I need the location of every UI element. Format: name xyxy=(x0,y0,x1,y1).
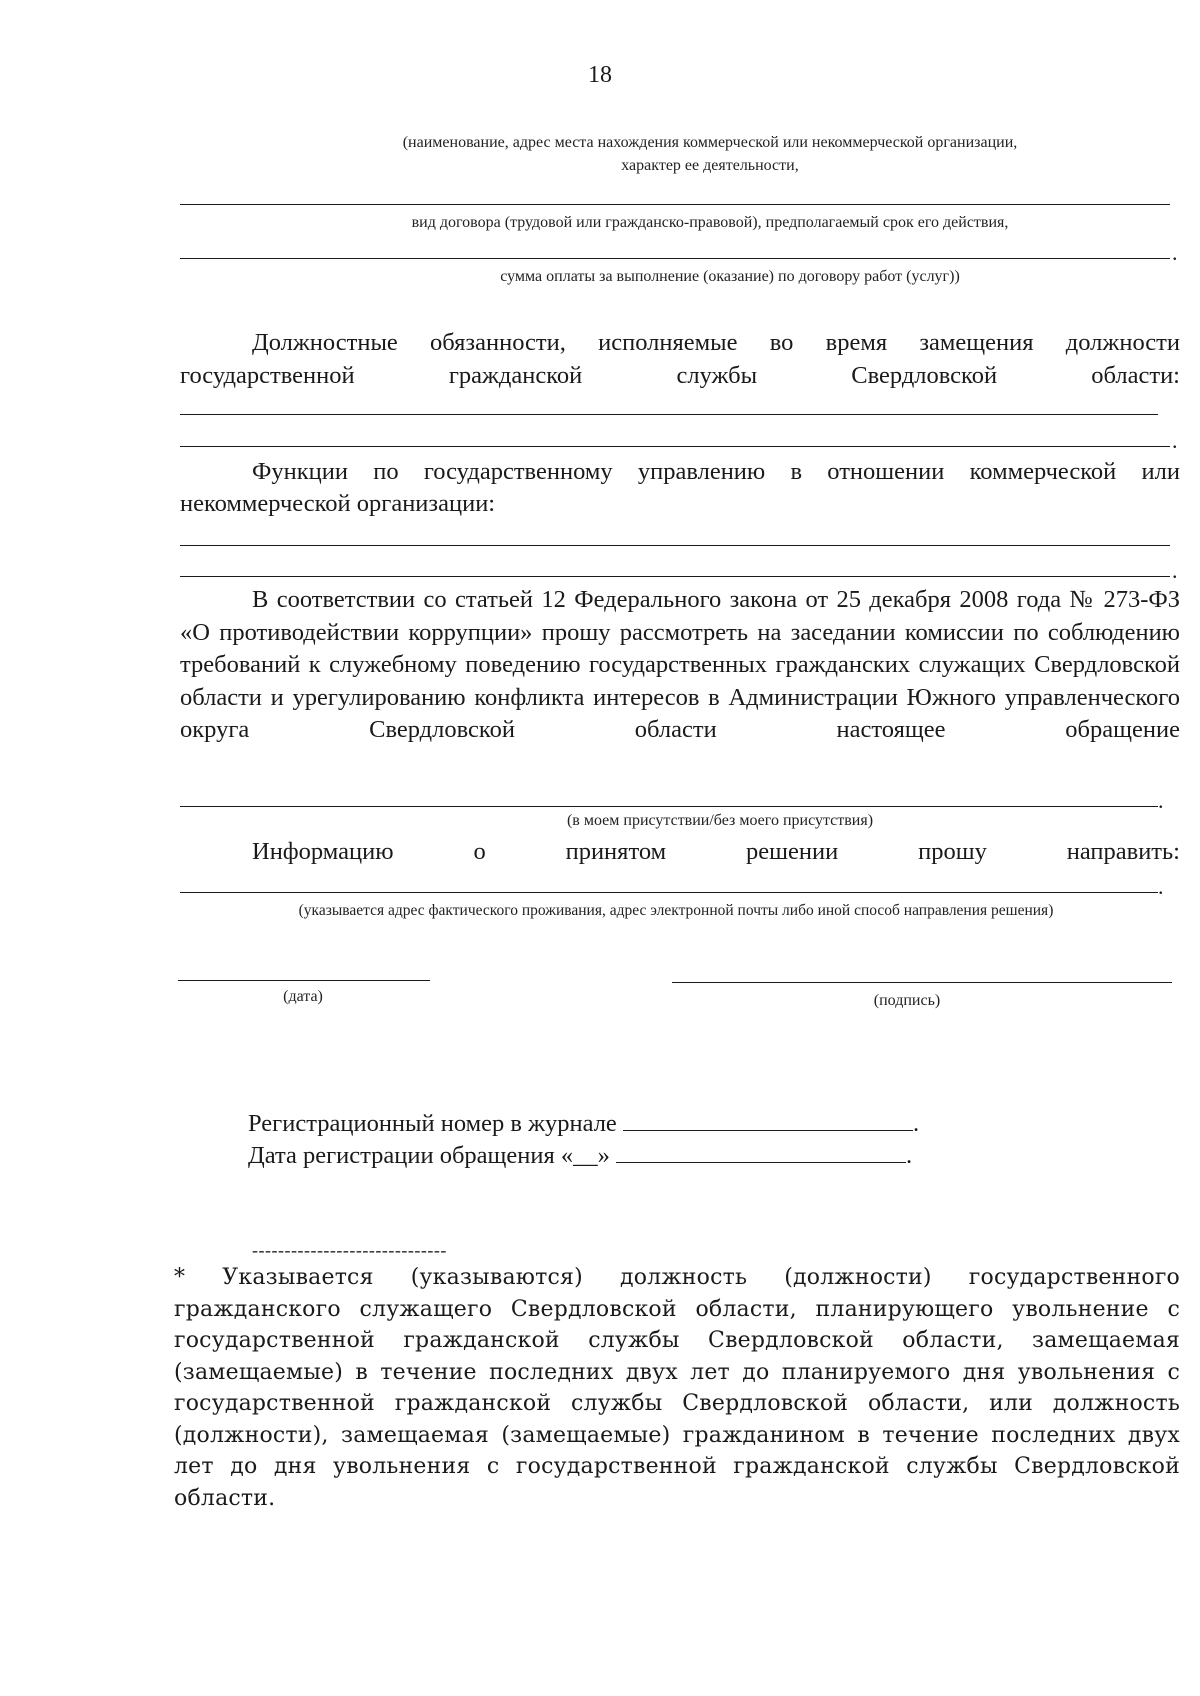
functions-paragraph: Функции по государственному управлению в отношении коммерческой или некоммерческой организации: xyxy=(180,458,1180,517)
fill-line-duties-1 xyxy=(180,414,1158,415)
registration-date-row: Дата регистрации обращения «__» . xyxy=(248,1142,913,1169)
page-number: 18 xyxy=(588,62,612,88)
fill-line-contract xyxy=(180,258,1170,259)
registration-number-row: Регистрационный номер в журнале . xyxy=(248,1110,920,1137)
footnote: * Указывается (указываются) должность (должности) государственного гражданского служащего Свердловской области, планирующего увольнение с государственной гражданской службы Свердловской области, замещаемая (замещаемые) в течение последних двух лет до планируемого дня увольнения с государственной гражданской службы Свердловской области, или должность (должности), замещаемая (замещаемые) гражданином в течение последних двух лет до дня увольнения с государственной гражданской службы Свердловской области. xyxy=(174,1265,1180,1511)
registration-date-label: Дата регистрации обращения «__» xyxy=(248,1142,610,1169)
fill-line-organization xyxy=(180,204,1170,205)
fill-line-presence xyxy=(180,806,1158,807)
fill-line-address xyxy=(180,892,1158,893)
fill-line-functions-1 xyxy=(180,545,1170,546)
caption-signature: (подпись) xyxy=(873,992,941,1009)
request-paragraph: В соответствии со статьей 12 Федерального закона от 25 декабря 2008 года № 273-ФЗ «О противодействии коррупции» прошу рассмотреть на заседании комиссии по соблюдению требований к служебному поведению государственных гражданских служащих Свердловской области и урегулированию конфликта интересов в Администрации Южного управленческого округа Свердловской области настоящее обращение xyxy=(180,586,1180,743)
registration-number-label: Регистрационный номер в журнале xyxy=(248,1110,617,1137)
caption-organization: (наименование, адрес места нахождения коммерческой или некоммерческой организации, xyxy=(402,134,1018,151)
line-end-dot: . xyxy=(1172,428,1178,453)
fill-line-functions-2 xyxy=(180,576,1170,577)
footnote-separator: ------------------------------ xyxy=(252,1240,447,1260)
caption-contract: вид договора (трудовой или гражданско-правовой), предполагаемый срок его действия, xyxy=(411,214,1009,231)
fill-line-duties-2 xyxy=(180,446,1170,447)
registration-number-blank xyxy=(623,1108,913,1131)
caption-organization-line2: характер ее деятельности, xyxy=(621,157,799,174)
signature-line xyxy=(672,982,1172,983)
duties-paragraph: Должностные обязанности, исполняемые во время замещения должности государственной гражданской службы Свердловской области: xyxy=(180,329,1180,389)
info-paragraph: Информацию о принятом решении прошу направить: xyxy=(252,838,1180,865)
caption-address: (указывается адрес фактического проживания, адрес электронной почты либо иной способ направления решения) xyxy=(298,902,1054,919)
line-end-dot: . xyxy=(1158,874,1164,899)
caption-presence: (в моем присутствии/без моего присутствия) xyxy=(566,812,874,829)
date-line xyxy=(178,980,430,981)
line-end-dot: . xyxy=(1172,558,1178,583)
line-end-dot: . xyxy=(1172,240,1178,265)
caption-date: (дата) xyxy=(283,988,323,1005)
registration-date-blank xyxy=(616,1140,906,1163)
caption-payment: сумма оплаты за выполнение (оказание) по договору работ (услуг)) xyxy=(500,268,960,285)
line-end-dot: . xyxy=(1158,788,1164,813)
